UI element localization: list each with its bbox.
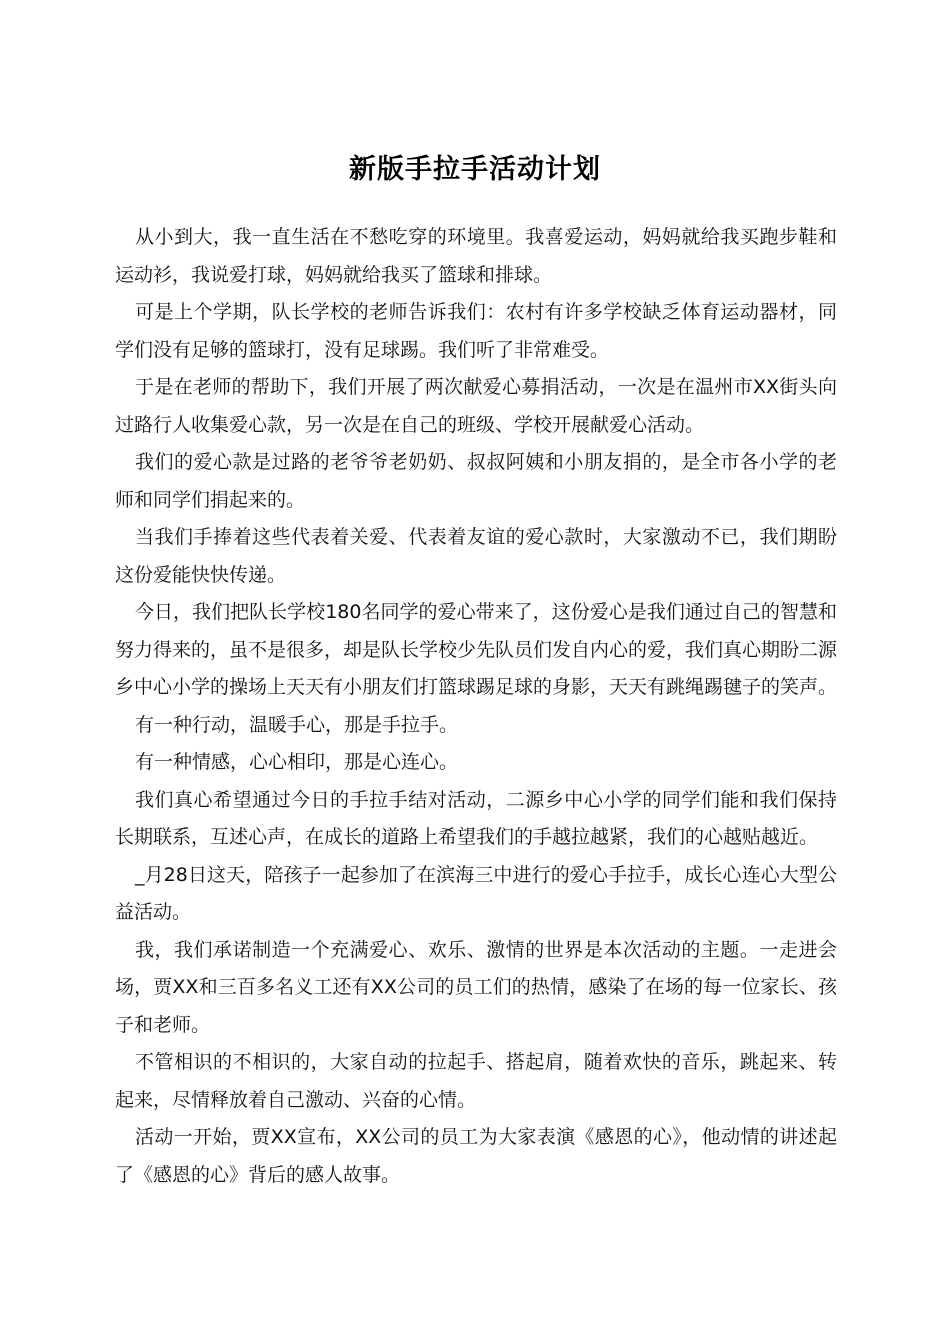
- paragraph: 不管相识的不相识的，大家自动的拉起手、搭起肩，随着欢快的音乐，跳起来、转起来，尽情释放着自己激动、兴奋的心情。: [115, 1051, 837, 1111]
- paragraph: 活动一开始，贾XX宣布，XX公司的员工为大家表演《感恩的心》，他动情的讲述起了《感恩的心》背后的感人故事。: [115, 1126, 837, 1186]
- paragraph: 从小到大，我一直生活在不愁吃穿的环境里。我喜爱运动，妈妈就给我买跑步鞋和运动衫，我说爱打球，妈妈就给我买了篮球和排球。: [115, 226, 837, 286]
- paragraph: _月28日这天，陪孩子一起参加了在滨海三中进行的爱心手拉手，成长心连心大型公益活动。: [115, 863, 837, 923]
- paragraph: 有一种行动，温暖手心，那是手拉手。: [135, 713, 459, 736]
- paragraph: 当我们手捧着这些代表着关爱、代表着友谊的爱心款时，大家激动不已，我们期盼这份爱能快快传递。: [115, 526, 837, 586]
- document-body: [115, 219, 837, 1194]
- paragraph: 我们的爱心款是过路的老爷爷老奶奶、叔叔阿姨和小朋友捐的，是全市各小学的老师和同学们捐起来的。: [115, 451, 837, 511]
- paragraph: 于是在老师的帮助下，我们开展了两次献爱心募捐活动，一次是在温州市XX街头向过路行人收集爱心款，另一次是在自己的班级、学校开展献爱心活动。: [115, 376, 837, 436]
- paragraph: 有一种情感，心心相印，那是心连心。: [135, 751, 459, 773]
- paragraph: 我，我们承诺制造一个充满爱心、欢乐、激情的世界是本次活动的主题。一走进会场，贾XX和三百多名义工还有XX公司的员工们的热情，感染了在场的每一位家长、孩子和老师。: [115, 938, 837, 1036]
- paragraph: 可是上个学期，队长学校的老师告诉我们：农村有许多学校缺乏体育运动器材，同学们没有足够的篮球打，没有足球踢。我们听了非常难受。: [115, 301, 837, 361]
- paragraph: 今日，我们把队长学校180名同学的爱心带来了，这份爱心是我们通过自己的智慧和努力得来的，虽不是很多，却是队长学校少先队员们发自内心的爱，我们真心期盼二源乡中心小学的操场上天天有小朋友们打篮球踢足球的身影，天天有跳绳踢毽子的笑声。: [115, 601, 838, 698]
- document-title: 新版手拉手活动计划: [349, 154, 601, 186]
- paragraph: 我们真心希望通过今日的手拉手结对活动，二源乡中心小学的同学们能和我们保持长期联系，互述心声，在成长的道路上希望我们的手越拉越紧，我们的心越贴越近。: [115, 788, 837, 848]
